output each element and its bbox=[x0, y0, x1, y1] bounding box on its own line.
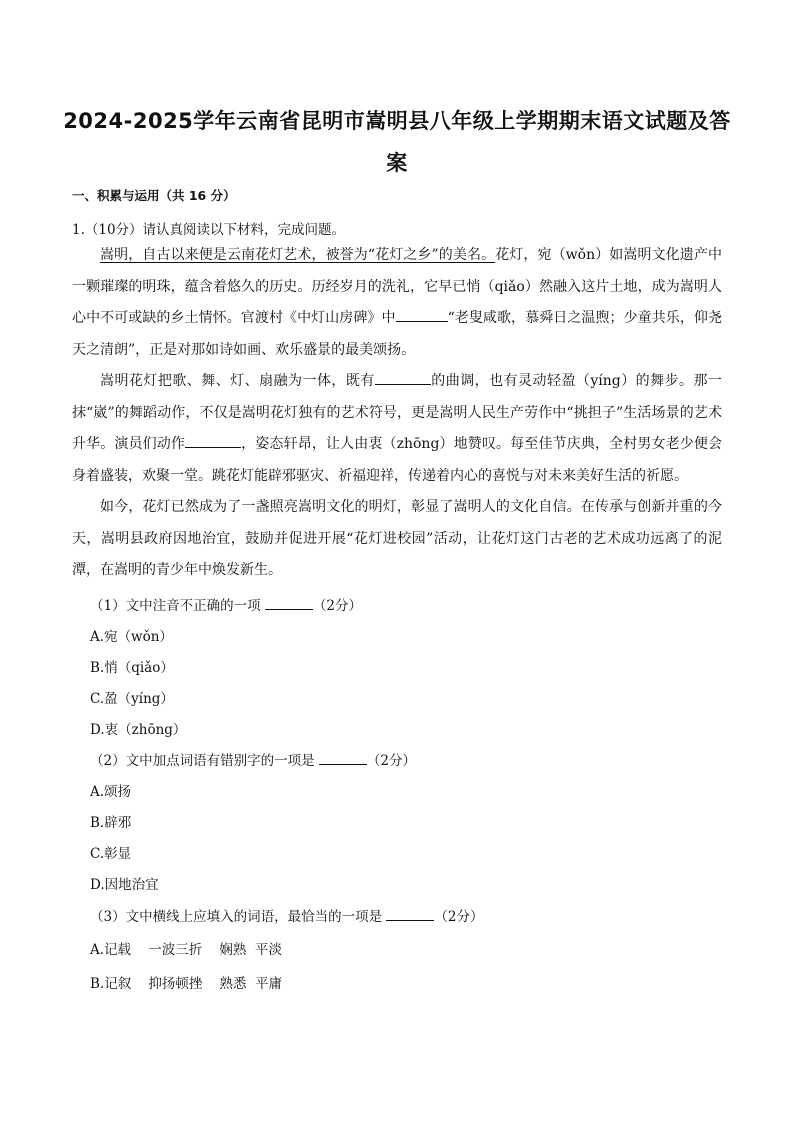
fill-blank bbox=[396, 307, 448, 322]
option-d: D.因地治宜 bbox=[90, 877, 159, 893]
points-label: （2分） bbox=[312, 598, 362, 614]
option-c: C.彰显 bbox=[90, 846, 132, 862]
passage-text: 嵩明花灯把歌、舞、灯、扇融为一体，既有 bbox=[100, 373, 375, 389]
sub-question-prompt: （1）文中注音不正确的一项 bbox=[90, 598, 261, 614]
fill-blank bbox=[185, 433, 241, 448]
sub-question-1 bbox=[90, 594, 362, 614]
passage-text: ，姿态轩昂，让人由衷（zhōng）地赞叹。每至佳节庆典，全村男女老少便会身着盛装，欢聚一堂。跳花灯能辟邪驱灾、祈福迎祥，传递着内心的喜悦与对未来美好生活的祈愿。 bbox=[72, 436, 722, 484]
underlined-sentence: 嵩明，自古以来便是云南花灯艺术，被誉为“花灯之乡”的美名。 bbox=[100, 247, 496, 263]
answer-blank bbox=[265, 595, 313, 610]
sub-question-2 bbox=[90, 749, 416, 769]
sub-question-3 bbox=[90, 905, 483, 925]
passage-text: “老叟咸歌，慕舜日之温煦；少童共乐，仰尧天之清朗”，正是对那如诗如画、欢乐盛景的最美颂扬。 bbox=[72, 310, 723, 358]
passage-text: 的曲调，也有灵动轻盈（yíng）的舞步。那一抹“崴”的舞蹈动作，不仅是嵩明花灯独有的艺术符号，更是嵩明人民生产劳作中“挑担子”生活场景的艺术升华。演员们动作 bbox=[72, 373, 722, 452]
section-heading: 一、积累与运用（共 16 分） bbox=[72, 188, 236, 203]
passage-text: 花灯，宛（wǒn）如嵩明文化遗产中一颗璀璨的明珠，蕴含着悠久的历史。历经岁月的洗礼，它早已悄（qiǎo）然融入这片土地，成为嵩明人心中不可或缺的乡土情怀。官渡村《中灯山房碑》中 bbox=[72, 247, 722, 326]
option-b: B.悄（qiǎo） bbox=[90, 660, 174, 676]
answer-blank bbox=[386, 906, 434, 921]
fill-blank bbox=[375, 370, 431, 385]
answer-blank bbox=[319, 750, 367, 765]
points-label: （2分） bbox=[434, 909, 484, 925]
question-intro: 1.（10分）请认真阅读以下材料，完成问题。 bbox=[72, 222, 346, 238]
option-a: A.宛（wǒn） bbox=[90, 629, 173, 645]
option-d: D.衷（zhōng） bbox=[90, 722, 187, 738]
option-a: A.记载 一波三折 娴熟 平淡 bbox=[90, 942, 282, 958]
passage-paragraph-3: 如今，花灯已然成为了一盏照亮嵩明文化的明灯，彰显了嵩明人的文化自信。在传承与创新并重的今天，嵩明县政府因地治宜，鼓励并促进开展“花灯进校园”活动，让花灯这门古老的艺术成功远离了的泥潭，在嵩明的青少年中焕发新生。 bbox=[72, 499, 722, 578]
option-b: B.辟邪 bbox=[90, 815, 132, 831]
option-c: C.盈（yíng） bbox=[90, 691, 174, 707]
document-title: 2024-2025学年云南省昆明市嵩明县八年级上学期期末语文试题及答案 bbox=[63, 109, 731, 175]
option-b: B.记叙 抑扬顿挫 熟悉 平庸 bbox=[90, 976, 283, 992]
passage-paragraph-2 bbox=[72, 366, 722, 492]
sub-question-prompt: （2）文中加点词语有错别字的一项是 bbox=[90, 753, 315, 769]
points-label: （2分） bbox=[366, 753, 416, 769]
sub-question-prompt: （3）文中横线上应填入的词语，最恰当的一项是 bbox=[90, 909, 383, 925]
passage-paragraph-1 bbox=[72, 240, 722, 366]
option-a: A.颂扬 bbox=[90, 784, 132, 800]
